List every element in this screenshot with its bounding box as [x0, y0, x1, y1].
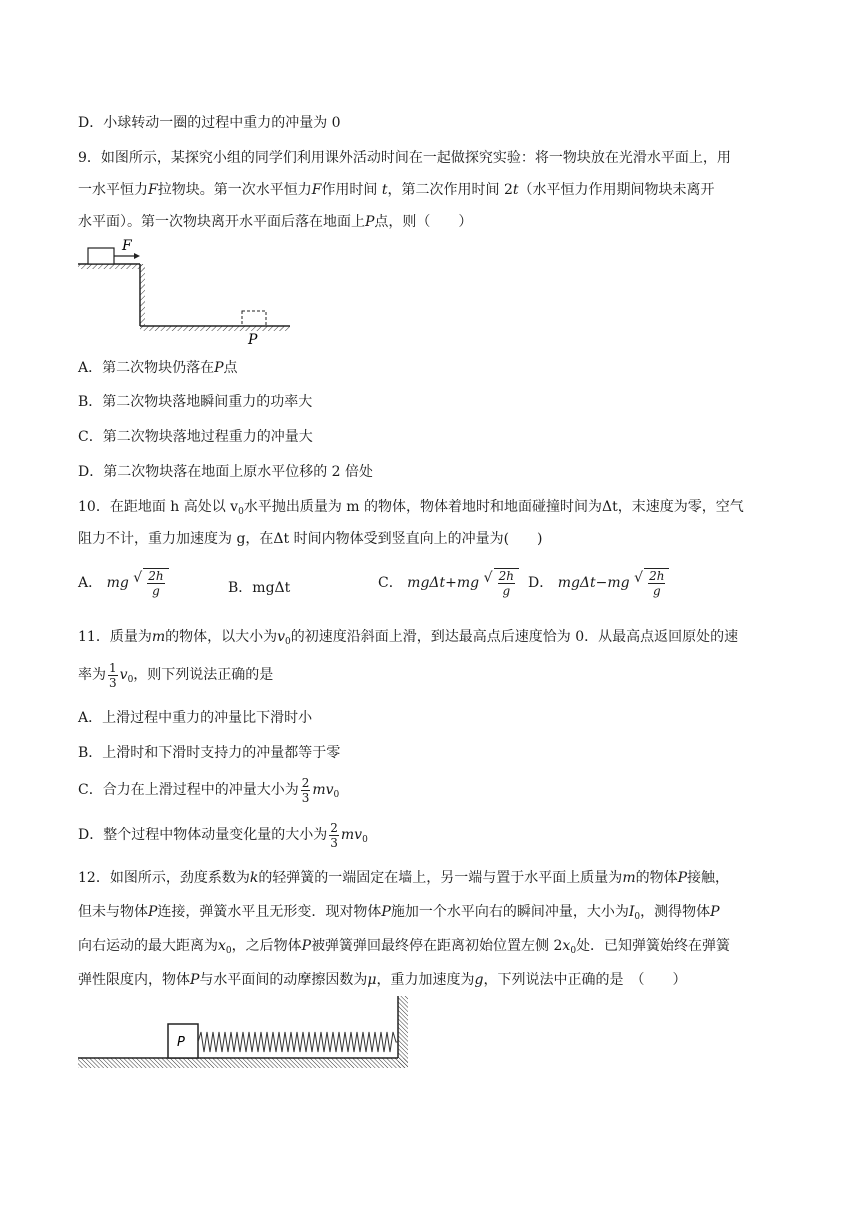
q9-stem-line1: 9．如图所示，某探究小组的同学们利用课外活动时间在一起做探究实验：将一物块放在光滑水平面上，用	[78, 150, 731, 166]
q11-stem-line1: 11．质量为m的物体，以大小为$v_0$的初速度沿斜面上滑，到达最高点后速度恰为 0．从最高点返回原处的速	[78, 629, 739, 647]
q10-stem-line1: 10．在距地面 h 高处以 $v_0$水平抛出质量为 m 的物体，物体着地时和地面碰撞时间为Δt，末速度为零，空气	[78, 499, 744, 517]
q12-stem-line3: 向右运动的最大距离为$x_0$，之后物体P被弹簧弹回最终停在距离初始位置左侧 $2x_0$处．已知弹簧始终在弹簧	[78, 938, 731, 956]
q8-option-d: D．小球转动一圈的过程中重力的冲量为 0	[78, 115, 341, 131]
q9-dashed-block	[242, 311, 266, 326]
q12-stem-line2: 但未与物体P连接，弹簧水平且无形变．现对物体P施加一个水平向右的瞬间冲量，大小为$I_0$，测得物体P	[78, 904, 720, 922]
q9-block	[88, 248, 114, 264]
q9-fig-label-p: P	[248, 332, 258, 348]
q10-option-b: B．mgΔt	[228, 580, 291, 596]
q9-option-d: D．第二次物块落在地面上原水平位移的 2 倍处	[78, 464, 374, 480]
q9-stem-line2: 一水平恒力F拉物块。第一次水平恒力F作用时间 t，第二次作用时间 2t（水平恒力作用期间物块未离开	[78, 182, 715, 198]
q9-fig-label-f: F	[122, 238, 132, 254]
q11-option-d: D．整个过程中物体动量变化量的大小为 $\frac{2}{3}$ $mv_0$	[78, 820, 368, 850]
q9-option-c: C．第二次物块落地过程重力的冲量大	[78, 429, 313, 445]
q10-option-d: D． mgΔt−mg √ $\frac{2h}{g}$	[528, 568, 669, 598]
q11-option-b: B．上滑时和下滑时支持力的冲量都等于零	[78, 745, 341, 761]
q12-figure	[78, 996, 410, 1076]
q12-stem-line4: 弹性限度内，物体P与水平面间的动摩擦因数为μ，重力加速度为g，下列说法中正确的是 （ ）	[78, 972, 687, 988]
q9-option-a: A．第二次物块仍落在P点	[78, 360, 238, 376]
q12-fig-label-p: P	[177, 1035, 185, 1050]
q10-option-c: C． mgΔt+mg √ $\frac{2h}{g}$	[378, 568, 519, 598]
q9-option-b: B．第二次物块落地瞬间重力的功率大	[78, 394, 313, 410]
q11-stem-line2: 率为 $\frac{1}{3}$ $v_0$，则下列说法正确的是	[78, 660, 274, 690]
q12-spring	[198, 1032, 398, 1052]
q10-stem-line2: 阻力不计，重力加速度为 g，在Δt 时间内物体受到竖直向上的冲量为( )	[78, 531, 543, 547]
q9-stem-line3: 水平面）。第一次物块离开水平面后落在地面上P点，则（ ）	[78, 214, 473, 230]
q11-option-c: C．合力在上滑过程中的冲量大小为 $\frac{2}{3}$ $mv_0$	[78, 775, 340, 805]
q12-stem-line1: 12．如图所示，劲度系数为k的轻弹簧的一端固定在墙上，另一端与置于水平面上质量为m的物体P接触，	[78, 870, 730, 886]
q10-option-a: A． mg √ $\frac{2h}{g}$	[78, 568, 169, 598]
q9-figure	[78, 238, 298, 348]
q11-option-a: A．上滑过程中重力的冲量比下滑时小	[78, 710, 313, 726]
